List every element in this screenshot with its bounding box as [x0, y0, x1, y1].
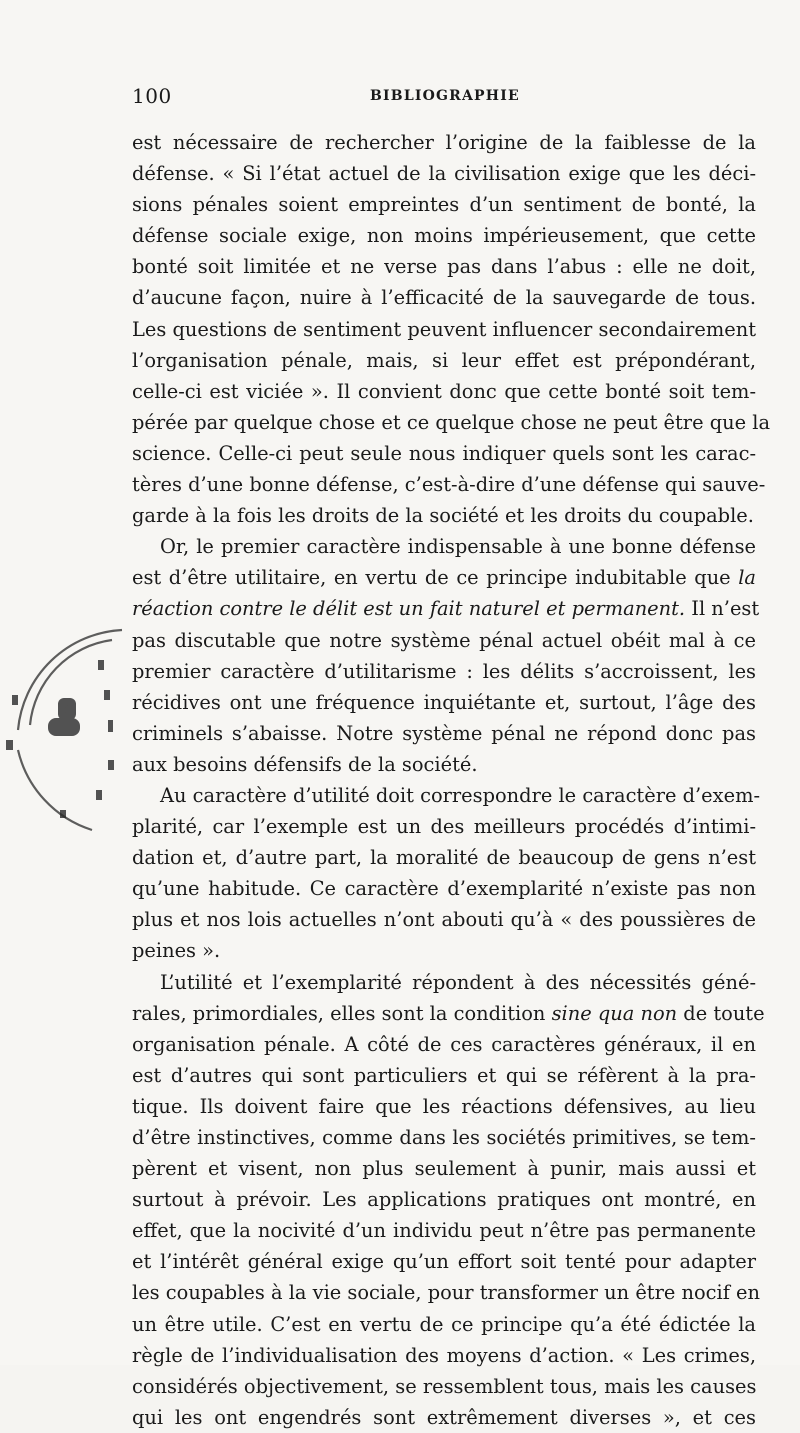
text-line: qu’une habitude. Ce caractère d’exemplarité n’existe pas non	[132, 877, 756, 901]
text-line: L’utilité et l’exemplarité répondent à des nécessités géné-	[160, 970, 756, 994]
text-line: Les questions de sentiment peuvent influencer secondairement	[132, 317, 756, 341]
text-line: est nécessaire de rechercher l’origine de la faiblesse de la	[132, 131, 756, 154]
text-line: Au caractère d’utilité doit correspondre le caractère d’exem-	[160, 783, 761, 807]
text-line: pérée par quelque chose et ce quelque chose ne peut être que la	[132, 410, 771, 434]
text-line: surtout à prévoir. Les applications pratiques ont montré, en	[132, 1188, 756, 1212]
text-line: récidives ont une fréquence inquiétante et, surtout, l’âge des	[132, 690, 756, 714]
text-line: défense sociale exige, non moins impérieusement, que cette	[132, 224, 756, 248]
text-line: les coupables à la vie sociale, pour transformer un être nocif en	[132, 1281, 761, 1305]
text-line: défense. « Si l’état actuel de la civilisation exige que les déci-	[132, 162, 756, 186]
text-line: considérés objectivement, se ressemblent tous, mais les causes	[132, 1374, 757, 1398]
text-line: sions pénales soient empreintes d’un sentiment de bonté, la	[132, 193, 756, 217]
text-line: celle-ci est viciée ». Il convient donc que cette bonté soit tem-	[132, 379, 756, 403]
text-line: science. Celle-ci peut seule nous indiquer quels sont les carac-	[132, 441, 756, 465]
italic-segment: sine qua non	[551, 1001, 678, 1025]
text-line: d’être instinctives, comme dans les sociétés primitives, se tem-	[132, 1126, 756, 1149]
text-line: effet, que la nocivité d’un individu peut n’être pas permanente	[132, 1219, 756, 1243]
text-line: pas discutable que notre système pénal actuel obéit mal à ce	[132, 628, 756, 652]
body-text	[132, 127, 771, 1433]
text-line	[132, 562, 756, 593]
text-line: dation et, d’autre part, la moralité de beaucoup de gens n’est	[132, 846, 756, 870]
text-line: d’aucune façon, nuire à l’efficacité de la sauvegarde de tous.	[132, 286, 756, 310]
text-line: un être utile. C’est en vertu de ce principe qu’a été édictée la	[132, 1312, 756, 1336]
text-line: tères d’une bonne défense, c’est-à-dire d’une défense qui sauve-	[132, 473, 766, 497]
italic-segment: la	[738, 566, 756, 590]
text-line: criminels s’abaisse. Notre système pénal ne répond donc pas	[132, 721, 756, 745]
running-head: BIBLIOGRAPHIE	[370, 88, 520, 104]
text-line	[132, 998, 765, 1029]
text-line: garde à la fois les droits de la société et les droits du coupable.	[132, 504, 754, 528]
library-stamp	[0, 600, 128, 835]
text-line: Or, le premier caractère indispensable à une bonne défense	[160, 535, 756, 559]
text-line: pèrent et visent, non plus seulement à punir, mais aussi et	[132, 1157, 756, 1181]
text-line: tique. Ils doivent faire que les réactions défensives, au lieu	[132, 1094, 756, 1118]
text-line: peines ».	[132, 939, 221, 963]
text-segment: rales, primordiales, elles sont la condition	[132, 1001, 546, 1025]
text-line: règle de l’individualisation des moyens d’action. « Les crimes,	[132, 1343, 756, 1367]
text-line: bonté soit limitée et ne verse pas dans l’abus : elle ne doit,	[132, 255, 756, 279]
page-header	[132, 84, 752, 114]
text-line: plus et nos lois actuelles n’ont abouti qu’à « des poussières de	[132, 908, 756, 932]
text-line: aux besoins défensifs de la société.	[132, 752, 478, 776]
text-line: plarité, car l’exemple est un des meilleurs procédés d’intimi-	[132, 815, 756, 839]
text-line: organisation pénale. A côté de ces caractères généraux, il en	[132, 1032, 756, 1056]
text-line: qui les ont engendrés sont extrêmement diverses », et ces	[132, 1405, 756, 1429]
text-segment: Il n’est	[691, 597, 760, 621]
text-segment: de toute	[683, 1001, 765, 1025]
page-number: 100	[132, 84, 172, 108]
text-line: est d’autres qui sont particuliers et qui se réfèrent à la pra-	[132, 1063, 756, 1087]
text-segment: est d’être utilitaire, en vertu de ce principe indubitable que	[132, 566, 731, 590]
italic-segment: réaction contre le délit est un fait naturel et permanent.	[132, 597, 686, 621]
text-line: l’organisation pénale, mais, si leur effet est prépondérant,	[132, 348, 756, 372]
text-line: premier caractère d’utilitarisme : les délits s’accroissent, les	[132, 659, 756, 683]
text-line	[132, 593, 760, 624]
text-line: et l’intérêt général exige qu’un effort soit tenté pour adapter	[132, 1250, 756, 1274]
